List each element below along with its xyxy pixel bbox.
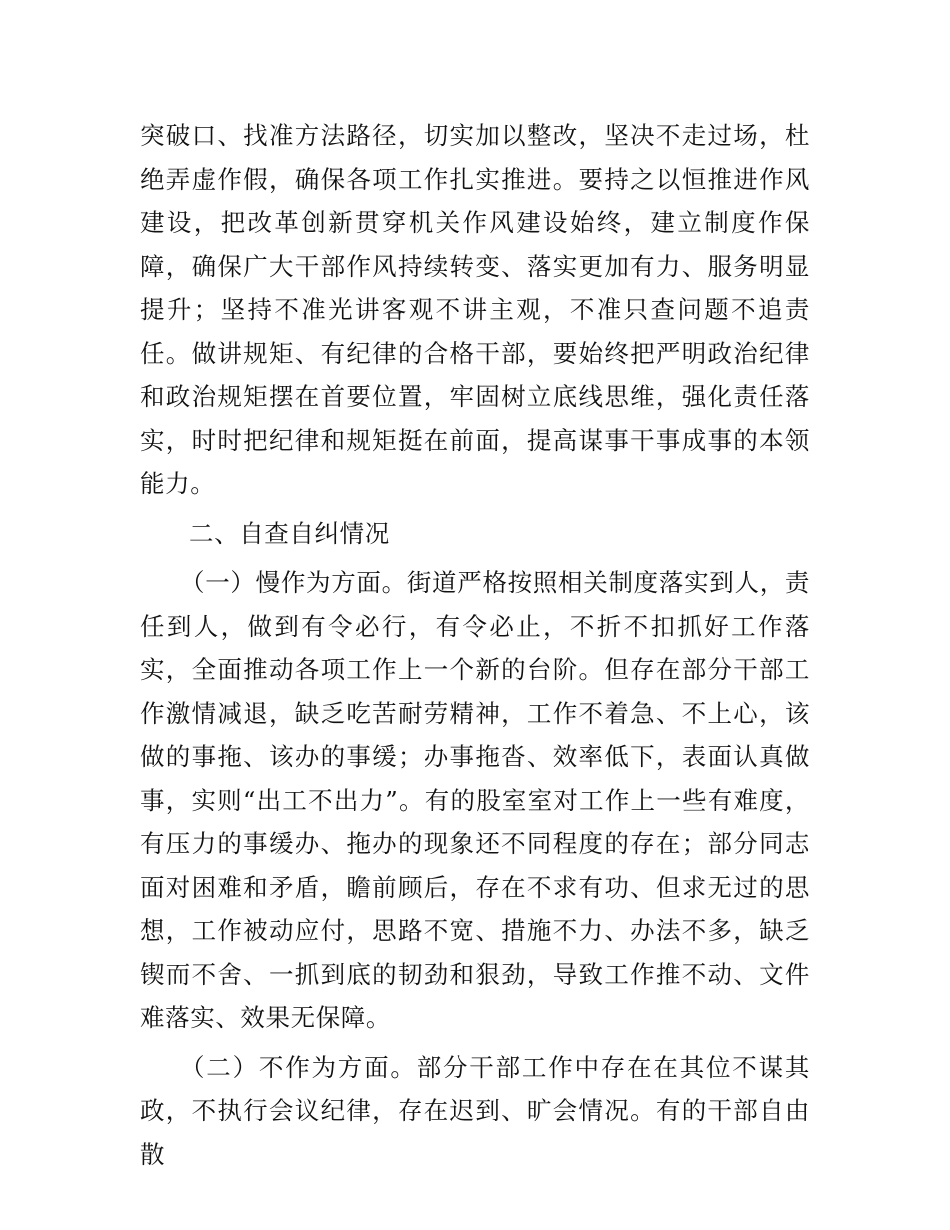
paragraph-inaction: （二）不作为方面。部分干部工作中存在在其位不谋其政，不执行会议纪律，存在迟到、旷会情况。有的干部自由散 — [140, 1052, 810, 1169]
paragraph-continuation: 突破口、找准方法路径，切实加以整改，坚决不走过场，杜绝弄虚作假，确保各项工作扎实推进。要持之以恒推进作风建设，把改革创新贯穿机关作风建设始终，建立制度作保障，确保广大干部作风持续转变、落实更加有力、服务明显提升；坚持不准光讲客观不讲主观，不准只查问题不追责任。做讲规矩、有纪律的合格干部，要始终把严明政治纪律和政治规矩摆在首要位置，牢固树立底线思维，强化责任落实，时时把纪律和规矩挺在前面，提高谋事干事成事的本领能力。 — [140, 121, 810, 498]
document-body — [140, 114, 810, 1176]
section-heading: 二、自查自纠情况 — [189, 518, 390, 548]
paragraph-slow-action: （一）慢作为方面。街道严格按照相关制度落实到人，责任到人，做到有令必行，有令必止，不折不扣抓好工作落实，全面推动各项工作上一个新的台阶。但存在部分干部工作激情减退，缺乏吃苦耐劳精神，工作不着急、不上心，该做的事拖、该办的事缓；办事拖沓、效率低下，表面认真做事，实则“出工不出力”。有的股室室对工作上一些有难度，有压力的事缓办、拖办的现象还不同程度的存在；部分同志面对困难和矛盾，瞻前顾后，存在不求有功、但求无过的思想，工作被动应付，思路不宽、措施不力、办法不多，缺乏锲而不舍、一抓到底的韧劲和狠劲，导致工作推不动、文件难落实、效果无保障。 — [140, 568, 810, 1032]
